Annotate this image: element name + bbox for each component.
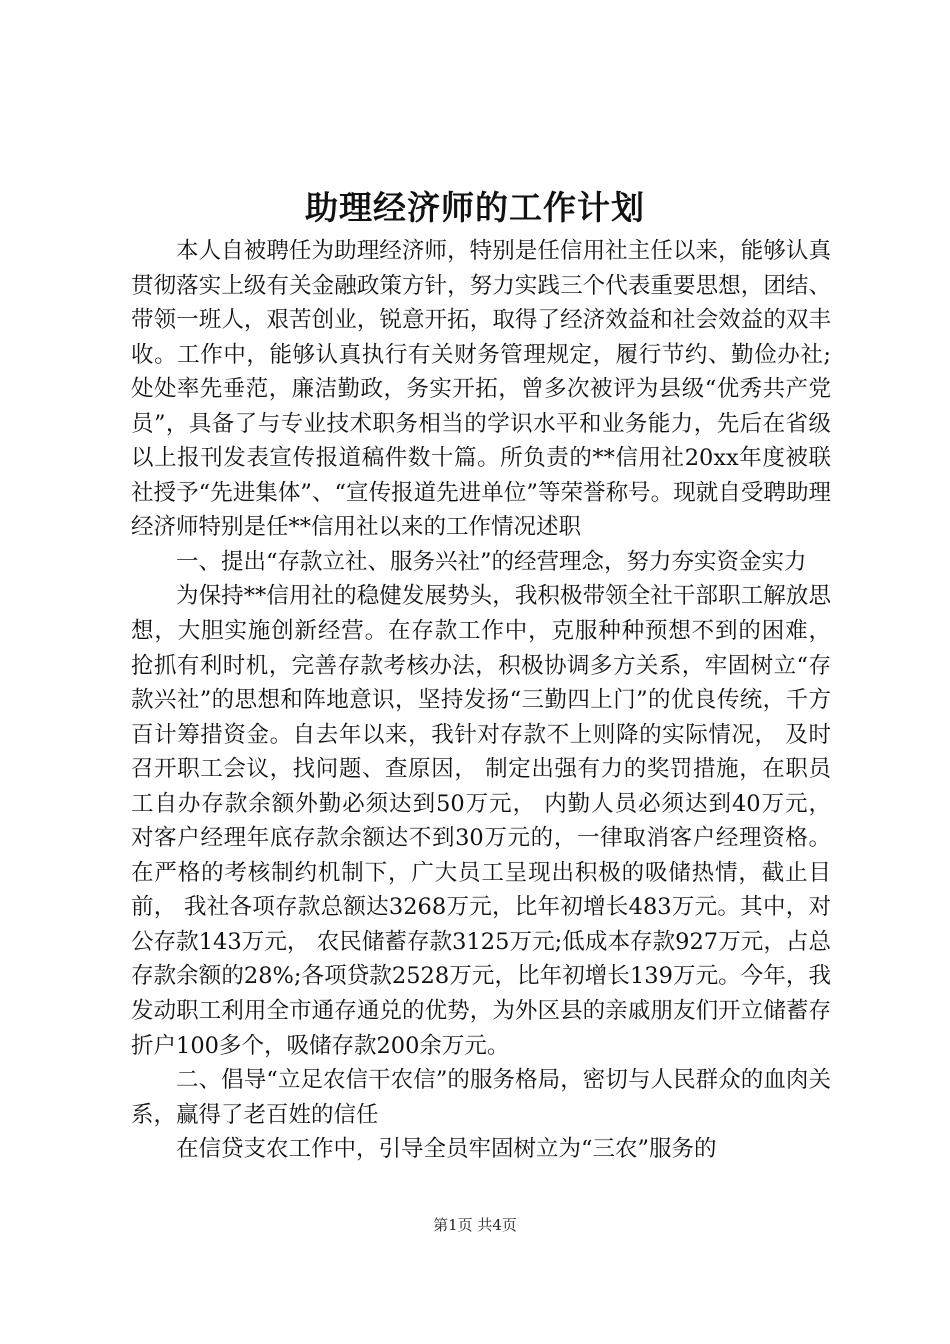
section-heading-1: 一、提出“存款立社、服务兴社”的经营理念，努力夯实资金实力	[176, 548, 807, 575]
paragraph-deposits: 为保持**信用社的稳健发展势头，我积极带领全社干部职工解放思想，大胆实施创新经营。在存款工作中，克服种种预想不到的困难， 抢抓有利时机，完善存款考核办法，积极协调多方关系，牢固树立“存款兴社”的思想和阵地意识，坚持发扬“三勤四上门”的优良传统，千方百计筹措资金。自去年以来，我针对存款不上则降的实际情况， 及时召开职工会议，找问题、查原因， 制定出强有力的奖罚措施，在职员工自办存款余额外勤必须达到50万元， 内勤人员必须达到40万元， 对客户经理年底存款余额达不到30万元的，一律取消客户经理资格。 在严格的考核制约机制下，广大员工呈现出积极的吸储热情，截止目前， 我社各项存款总额达3268万元，比年初增长483万元。其中，对公存款143万元， 农民储蓄存款3125万元;低成本存款927万元，占总存款余额的28%;各项贷款2528万元，比年初增长139万元。今年，我发动职工利用全市通存通兑的优势，为外区县的亲戚朋友们开立储蓄存折户100多个，吸储存款200余万元。	[131, 583, 831, 1059]
section-heading-2: 二、倡导“立足农信干农信”的服务格局，密切与人民群众的血肉关系，赢得了老百姓的信任	[131, 1067, 831, 1128]
paragraph-intro: 本人自被聘任为助理经济师，特别是任信用社主任以来，能够认真贯彻落实上级有关金融政策方针，努力实践三个代表重要思想，团结、带领一班人，艰苦创业，锐意开拓，取得了经济效益和社会效益的双丰收。工作中，能够认真执行有关财务管理规定，履行节约、勤俭办社;处处率先垂范，廉洁勤政，务实开拓，曾多次被评为县级“优秀共产党员”，具备了与专业技术职务相当的学识水平和业务能力，先后在省级以上报刊发表宣传报道稿件数十篇。所负责的**信用社20xx年度被联社授予“先进集体”、“宣传报道先进单位”等荣誉称号。现就自受聘助理经济师特别是任**信用社以来的工作情况述职	[131, 238, 831, 541]
paragraph-credit: 在信贷支农工作中，引导全员牢固树立为“三农”服务的	[176, 1136, 717, 1163]
document-title: 助理经济师的工作计划	[305, 188, 645, 227]
page-footer: 第1页 共4页	[433, 1216, 517, 1234]
document-body	[131, 234, 831, 1167]
